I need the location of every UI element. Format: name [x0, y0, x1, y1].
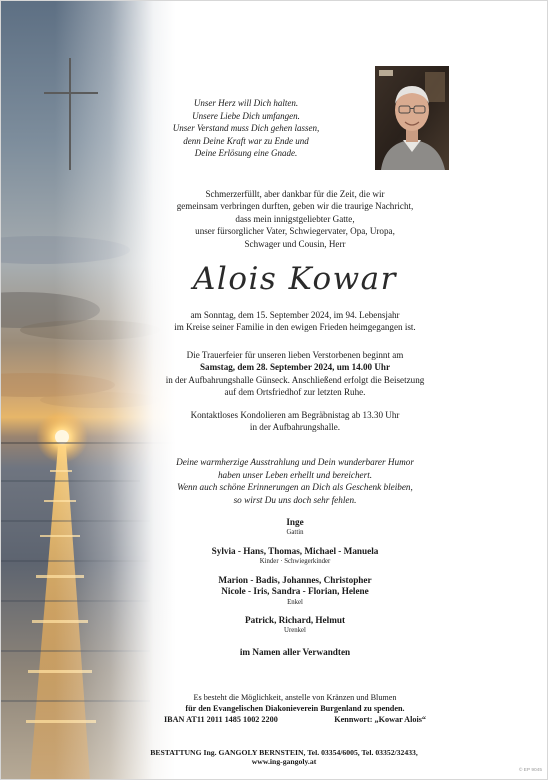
deceased-name: Alois Kowar	[193, 261, 397, 297]
undertaker-footer: BESTATTUNG Ing. GANGOLY BERNSTEIN, Tel. 03354/6005, Tel. 03352/32433, www.ing-gangoly.at	[150, 748, 418, 766]
announcement-line: unser fürsorglicher Vater, Schwiegervater, Opa, Uropa,	[195, 226, 395, 237]
poem-line: Unser Verstand muss Dich gehen lassen,	[172, 123, 320, 134]
poem-line: Unser Herz will Dich halten.	[193, 98, 299, 108]
family-role: Kinder · Schwiegerkinder	[259, 558, 331, 566]
death-notice-line: am Sonntag, dem 15. September 2024, im 94. Lebensjahr	[190, 310, 400, 320]
death-notice-line: im Kreise seiner Familie in den ewigen Frieden heimgegangen ist.	[174, 322, 416, 333]
donation-line: Es besteht die Möglichkeit, anstelle von Kränzen und Blumen	[193, 693, 397, 702]
donation-line: für den Evangelischen Diakonieverein Burgenland zu spenden.	[185, 704, 405, 713]
funeral-line: Die Trauerfeier für unseren lieben Verstorbenen beginnt am	[186, 350, 404, 360]
poem-line: Deine Erlösung eine Gnade.	[194, 148, 298, 159]
family-group-grandchildren	[150, 575, 440, 607]
family-role: Enkel	[287, 598, 303, 606]
family-group-children	[150, 546, 440, 566]
announcement-line: Schmerzerfüllt, aber dankbar für die Zeit, die wir	[205, 189, 385, 199]
poem-line: denn Deine Kraft war zu Ende und	[183, 135, 309, 146]
memorial-poem	[146, 97, 346, 160]
condolence-info	[150, 409, 440, 434]
announcement-text	[150, 188, 440, 250]
family-names: Nicole - Iris, Sandra - Florian, Helene	[221, 586, 369, 597]
quote-line: haben unser Leben erhellt und bereichert.	[217, 469, 373, 480]
quote-line: so wirst Du uns doch sehr fehlen.	[233, 494, 357, 505]
announcement-line: Schwager und Cousin, Herr	[244, 238, 346, 249]
family-role: Gattin	[286, 529, 304, 537]
quote-line: Deine warmherzige Ausstrahlung und Dein wunderbarer Humor	[176, 457, 414, 467]
announcement-line: gemeinsam verbringen durften, geben wir die traurige Nachricht,	[176, 201, 414, 212]
family-names: Inge	[286, 517, 304, 527]
family-names: Marion - Badis, Johannes, Christopher	[218, 575, 372, 585]
family-group-great-grandchildren	[150, 615, 440, 635]
death-notice	[150, 309, 440, 334]
family-names: Sylvia - Hans, Thomas, Michael - Manuela	[211, 546, 379, 556]
funeral-line: in der Aufbahrungshalle Günseck. Anschließend erfolgt die Beisetzung	[165, 374, 425, 385]
family-group-spouse	[150, 517, 440, 537]
announcement-line: dass mein innigstgeliebter Gatte,	[235, 213, 355, 224]
deceased-portrait-photo	[375, 66, 449, 170]
family-role: Urenkel	[284, 627, 306, 635]
closing-line: im Namen aller Verwandten	[239, 647, 351, 657]
donation-info	[150, 692, 440, 725]
funeral-line: auf dem Ortsfriedhof zur letzten Ruhe.	[224, 387, 366, 398]
farewell-quote	[150, 456, 440, 506]
funeral-date: Samstag, dem 28. September 2024, um 14.00 Uhr	[199, 362, 391, 373]
cross-icon	[44, 58, 98, 170]
donation-keyword: Kennwort: „Kowar Alois“	[334, 715, 426, 724]
family-names: Patrick, Richard, Helmut	[244, 615, 346, 625]
copyright-mark: © EP 9045	[518, 768, 542, 773]
poem-line: Unsere Liebe Dich umfangen.	[192, 110, 300, 121]
condolence-line: Kontaktloses Kondolieren am Begräbnistag ab 13.30 Uhr	[190, 410, 400, 420]
quote-line: Wenn auch schöne Erinnerungen an Dich als Geschenk bleiben,	[177, 482, 413, 493]
bank-details	[150, 714, 440, 725]
iban: IBAN AT11 2011 1485 1002 2200	[164, 715, 278, 724]
condolence-line: in der Aufbahrungshalle.	[249, 422, 341, 433]
funeral-info	[150, 349, 440, 399]
